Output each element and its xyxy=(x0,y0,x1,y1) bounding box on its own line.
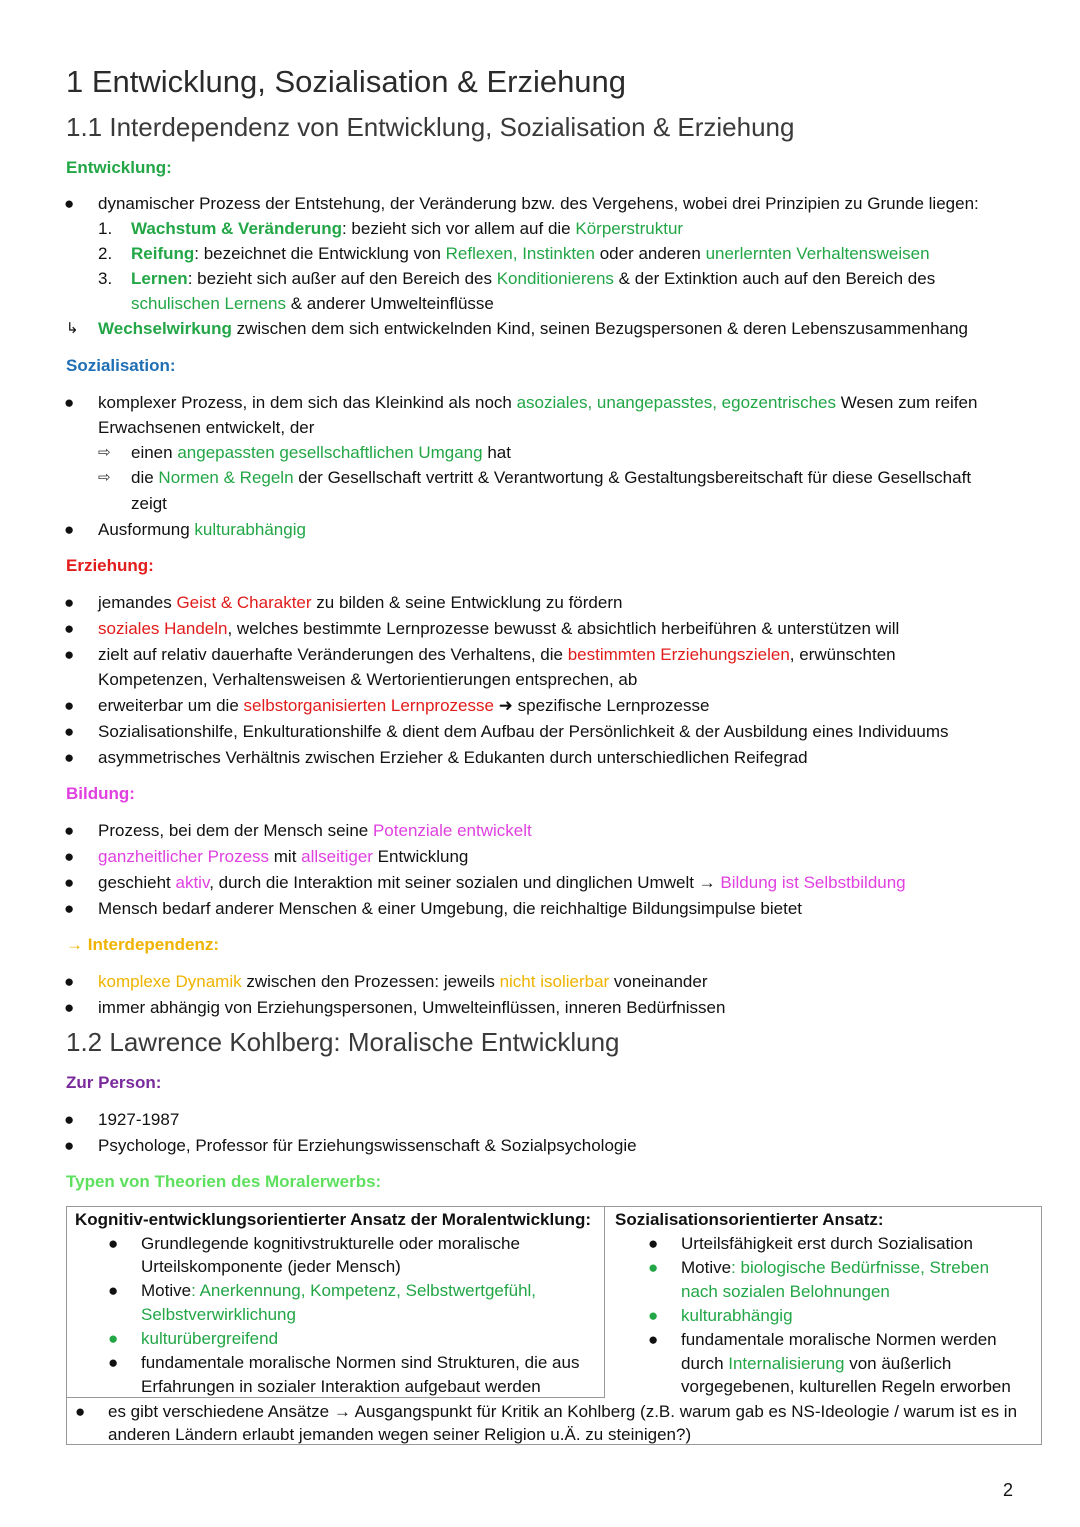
bullet-icon: ● xyxy=(64,722,75,741)
right-item-3: kulturabhängig xyxy=(681,1306,793,1325)
label-sozialisation: Sozialisation: xyxy=(66,356,176,375)
erziehung-line-3: zielt auf relativ dauerhafte Veränderungen des Verhaltens, die bestimmten Erziehungszielen, erwünschten xyxy=(98,645,896,664)
wechselwirkung-line: Wechselwirkung zwischen dem sich entwickelnden Kind, seinen Bezugspersonen & deren Lebenszusammenhang xyxy=(98,319,969,338)
sozialisation-line-1: komplexer Prozess, in dem sich das Kleinkind als noch asoziales, unangepasstes, egozentrisches Wesen zum reifen xyxy=(98,393,978,412)
table-left-heading: Kognitiv-entwicklungsorientierter Ansatz der Moralentwicklung: xyxy=(75,1210,592,1229)
entwicklung-intro: dynamischer Prozess der Entstehung, der Veränderung bzw. des Vergehens, wobei drei Prinzipien zu Grunde liegen: xyxy=(98,194,979,213)
bullet-icon: ● xyxy=(648,1330,659,1349)
page-title: 1 Entwicklung, Sozialisation & Erziehung xyxy=(66,64,627,99)
sozialisation-line-3: Ausformung kulturabhängig xyxy=(98,520,306,539)
bildung-line-4: Mensch bedarf anderer Menschen & einer Umgebung, die reichhaltige Bildungsimpulse bietet xyxy=(98,899,803,918)
sozialisation-line-2: Erwachsenen entwickelt, der xyxy=(98,418,315,437)
left-item-2: Motive: Anerkennung, Kompetenz, Selbstwertgefühl, xyxy=(141,1281,537,1300)
right-item-4: fundamentale moralische Normen werden xyxy=(681,1330,997,1349)
double-arrow-icon: ⇨ xyxy=(98,469,111,486)
bullet-icon: ● xyxy=(64,520,75,539)
bullet-icon: ● xyxy=(64,748,75,767)
left-item-4-cont: Erfahrungen in sozialer Interaktion aufgebaut werden xyxy=(141,1377,541,1396)
bullet-icon: ● xyxy=(64,393,75,412)
label-entwicklung: Entwicklung: xyxy=(66,158,172,177)
left-item-2-cont: Selbstverwirklichung xyxy=(141,1305,296,1324)
bullet-icon: ● xyxy=(108,1281,119,1300)
table-divider xyxy=(604,1206,605,1397)
bullet-icon: ● xyxy=(648,1258,659,1277)
bullet-icon: ● xyxy=(108,1353,119,1372)
principle-2: Reifung: bezeichnet die Entwicklung von Reflexen, Instinkten oder anderen unerlernten Verhaltensweisen xyxy=(131,244,930,263)
bullet-icon: ● xyxy=(75,1402,86,1421)
interdependenz-line-2: immer abhängig von Erziehungspersonen, Umwelteinflüssen, inneren Bedürfnissen xyxy=(98,998,726,1017)
label-zur-person: Zur Person: xyxy=(66,1073,162,1092)
left-item-4: fundamentale moralische Normen sind Strukturen, die aus xyxy=(141,1353,580,1372)
table-footer-line-1: es gibt verschiedene Ansätze → Ausgangspunkt für Kritik an Kohlberg (z.B. warum gab es NS-Ideologie / warum ist es in xyxy=(108,1402,1018,1421)
erziehung-line-6: asymmetrisches Verhältnis zwischen Erzieher & Edukanten durch unterschiedlichen Reifegrad xyxy=(98,748,808,767)
bullet-icon: ● xyxy=(64,899,75,918)
table-right-heading: Sozialisationsorientierter Ansatz: xyxy=(615,1210,884,1229)
bullet-icon: ● xyxy=(64,821,75,840)
right-item-2-cont: nach sozialen Belohnungen xyxy=(681,1282,890,1301)
principle-3-cont: schulischen Lernens & anderer Umwelteinflüsse xyxy=(131,294,494,313)
sozialisation-sub-1: einen angepassten gesellschaftlichen Umgang hat xyxy=(131,443,511,462)
bullet-icon: ● xyxy=(64,1110,75,1129)
sozialisation-sub-2-cont: zeigt xyxy=(131,494,167,513)
right-item-4-cont2: vorgegebenen, kulturellen Regeln erworben xyxy=(681,1377,1011,1396)
section-heading-1-1: 1.1 Interdependenz von Entwicklung, Sozialisation & Erziehung xyxy=(66,112,795,142)
erziehung-line-2: soziales Handeln, welches bestimmte Lernprozesse bewusst & absichtlich herbeiführen & unterstützen will xyxy=(98,619,900,638)
bullet-icon: ● xyxy=(64,619,75,638)
bullet-icon: ● xyxy=(64,998,75,1017)
person-profession: Psychologe, Professor für Erziehungswissenschaft & Sozialpsychologie xyxy=(98,1136,637,1155)
erziehung-line-1: jemandes Geist & Charakter zu bilden & seine Entwicklung zu fördern xyxy=(98,593,623,612)
bullet-icon: ● xyxy=(64,645,75,664)
bullet-icon: ● xyxy=(64,194,75,213)
bullet-icon: ● xyxy=(64,873,75,892)
right-item-2: Motive: biologische Bedürfnisse, Streben xyxy=(681,1258,990,1277)
double-arrow-icon: ⇨ xyxy=(98,444,111,461)
label-erziehung: Erziehung: xyxy=(66,556,154,575)
bullet-icon: ● xyxy=(64,1136,75,1155)
label-typen: Typen von Theorien des Moralerwerbs: xyxy=(66,1172,382,1191)
bullet-icon: ● xyxy=(64,593,75,612)
erziehung-line-5: Sozialisationshilfe, Enkulturationshilfe & dient dem Aufbau der Persönlichkeit & der Ausbildung eines Individuums xyxy=(98,722,949,741)
erziehung-line-3-cont: Kompetenzen, Verhaltensweisen & Wertorientierungen entsprechen, ab xyxy=(98,670,638,689)
return-arrow-icon: ↳ xyxy=(66,320,79,337)
principle-1: Wachstum & Veränderung: bezieht sich vor allem auf die Körperstruktur xyxy=(131,219,684,238)
document-page: 1 Entwicklung, Sozialisation & Erziehung 1.1 Interdependenz von Entwicklung, Sozialisation & Erziehung Entwicklung: ● dynamischer Prozess der Entstehung, der Veränderung bzw. des Vergehens, wobei drei Prinzipien zu Grunde liegen: 1. Wachstum & Veränderung: bezieht sich vor allem auf die Körperstruktur 2. Reifung: bezeichnet die Entwicklung von Reflexen, Instinkten oder anderen unerlernten Verhaltensweisen 3. Lernen: bezieht sich außer auf den Bereich des Konditionierens & der Extinktion auch auf den Bereich des schulischen Lernens & anderer Umwelteinflüsse ↳ Wechselwirkung zwischen dem sich entwickelnden Kind, seinen Bezugspersonen & deren Lebenszusammenhang Sozialisation: ● komplexer Prozess, in dem sich das Kleinkind als noch asoziales, unangepasstes, egozentrisches Wesen zum reifen Erwachsenen entwickelt, der ⇨ einen angepassten gesellschaftlichen Umgang hat ⇨ die Normen & Regeln der Gesellschaft vertritt & Verantwortung & Gestaltungsbereitschaft für diese Gesellschaft zeigt ● Ausformung kulturabhängig Erziehung: ● jemandes Geist & Charakter zu bilden & seine Entwicklung zu fördern ● soziales Handeln, welches bestimmte Lernprozesse bewusst & absichtlich herbeiführen & unterstützen will ● zielt auf relativ dauerhafte Veränderungen des Verhaltens, die bestimmten Erziehungszielen, erwünschten Kompetenzen, Verhaltensweisen & Wertorientierungen entsprechen, ab ● erweiterbar um die selbstorganisierten Lernprozesse ➜ spezifische Lernprozesse ● Sozialisationshilfe, Enkulturationshilfe & dient dem Aufbau der Persönlichkeit & der Ausbildung eines Individuums ● asymmetrisches Verhältnis zwischen Erzieher & Edukanten durch unterschiedlichen Reifegrad Bildung: ● Prozess, bei dem der Mensch seine Potenziale entwickelt ● ganzheitlicher Prozess mit allseitiger Entwicklung ● geschieht aktiv, durch die Interaktion mit seiner sozialen und dinglichen Umwelt → Bildung ist Selbstbildung ● Mensch bedarf anderer Menschen & einer Umgebung, die reichhaltige Bildungsimpulse bietet → Interdependenz: ● komplexe Dynamik zwischen den Prozessen: jeweils nicht isolierbar voneinander ● immer abhängig von Erziehungspersonen, Umwelteinflüssen, inneren Bedürfnissen 1.2 Lawrence Kohlberg: Moralische Entwicklung Zur Person: ● 1927-1987 ● Psychologe, Professor für Erziehungswissenschaft & Sozialpsychologie Typen von Theorien des Moralerwerbs: Kognitiv-entwicklungsorientierter Ansatz der Moralentwicklung: ● Grundlegende kognitivstrukturelle oder moralische Urteilskomponente (jeder Mensch) ● Motive: Anerkennung, Kompetenz, Selbstwertgefühl, Selbstverwirklichung ● kulturübergreifend ● fundamentale moralische Normen sind Strukturen, die aus Erfahrungen in sozialer Interaktion aufgebaut werden Sozialisationsorientierter Ansatz: ● Urteilsfähigkeit erst durch Sozialisation ● Motive: biologische Bedürfnisse, Streben nach sozialen Belohnungen ● kulturabhängig ● fundamentale moralische Normen werden durch Internalisierung von äußerlich vorgegebenen, kulturellen Regeln erworben ● es gibt verschiedene Ansätze → Ausgangspunkt für Kritik an Kohlberg (z.B. warum gab es NS-Ideologie / warum ist es in anderen Ländern erlaubt jemanden wegen seiner Religion u.Ä. zu steinigen?) 2 xyxy=(0,0,1080,1527)
label-interdependenz: → Interdependenz: xyxy=(66,935,220,954)
bullet-icon: ● xyxy=(64,696,75,715)
right-item-1: Urteilsfähigkeit erst durch Sozialisation xyxy=(681,1234,973,1253)
left-item-3: kulturübergreifend xyxy=(141,1329,279,1348)
erziehung-line-4: erweiterbar um die selbstorganisierten Lernprozesse ➜ spezifische Lernprozesse xyxy=(98,696,710,715)
bullet-icon: ● xyxy=(64,972,75,991)
section-heading-1-2: 1.2 Lawrence Kohlberg: Moralische Entwicklung xyxy=(66,1027,620,1057)
bullet-icon: ● xyxy=(648,1234,659,1253)
interdependenz-line-1: komplexe Dynamik zwischen den Prozessen: jeweils nicht isolierbar voneinander xyxy=(98,972,708,991)
bullet-icon: ● xyxy=(648,1306,659,1325)
left-item-1: Grundlegende kognitivstrukturelle oder moralische xyxy=(141,1234,520,1253)
right-item-4-cont: durch Internalisierung von äußerlich xyxy=(681,1354,952,1373)
bullet-icon: ● xyxy=(64,847,75,866)
bullet-icon: ● xyxy=(108,1329,119,1348)
bildung-line-2: ganzheitlicher Prozess mit allseitiger Entwicklung xyxy=(98,847,469,866)
sozialisation-sub-2: die Normen & Regeln der Gesellschaft vertritt & Verantwortung & Gestaltungsbereitschaft für diese Gesellschaft xyxy=(131,468,972,487)
label-bildung: Bildung: xyxy=(66,784,135,803)
page-number: 2 xyxy=(1003,1480,1014,1500)
principle-3: Lernen: bezieht sich außer auf den Bereich des Konditionierens & der Extinktion auch auf den Bereich des xyxy=(131,269,936,288)
bullet-icon: ● xyxy=(108,1234,119,1253)
bildung-line-3: geschieht aktiv, durch die Interaktion mit seiner sozialen und dinglichen Umwelt → Bildung ist Selbstbildung xyxy=(98,873,906,892)
table-footer-line-2: anderen Ländern erlaubt jemanden wegen seiner Religion u.Ä. zu steinigen?) xyxy=(108,1425,692,1444)
bildung-line-1: Prozess, bei dem der Mensch seine Potenziale entwickelt xyxy=(98,821,532,840)
left-item-1-cont: Urteilskomponente (jeder Mensch) xyxy=(141,1257,401,1276)
person-years: 1927-1987 xyxy=(98,1110,180,1129)
